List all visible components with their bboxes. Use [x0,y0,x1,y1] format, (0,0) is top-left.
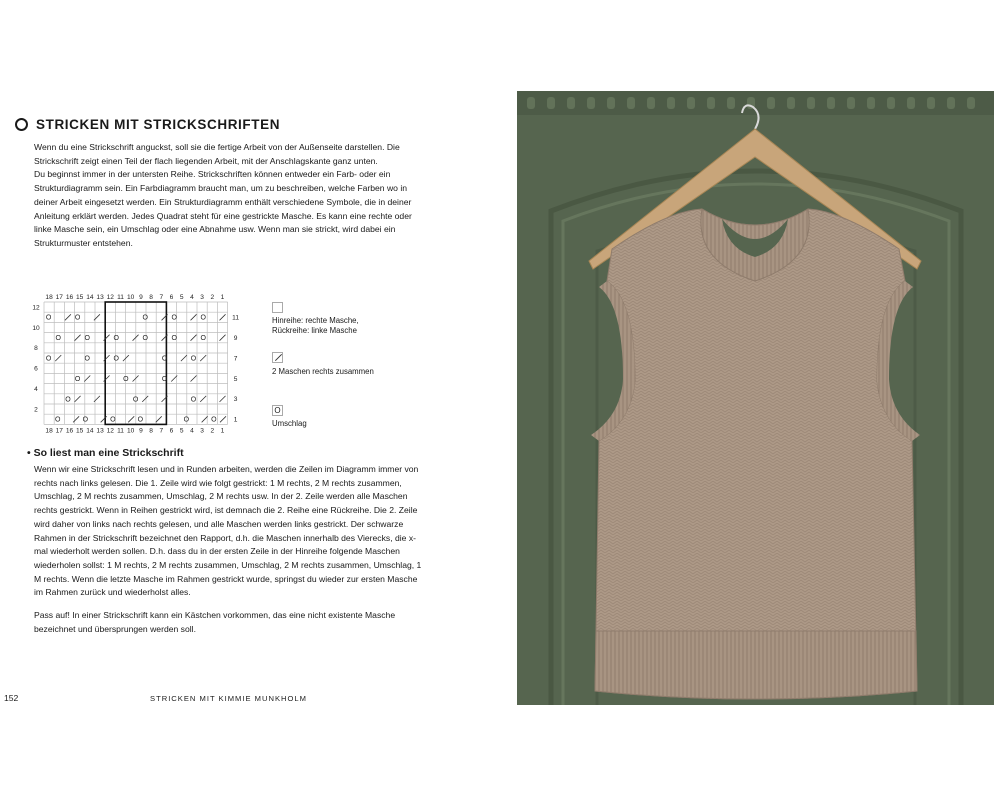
chart-row-label: 6 [34,365,38,373]
page-number: 152 [4,693,19,703]
chart-row-label: 2 [34,406,38,414]
chart-column-label: 4 [190,294,194,301]
k2tog-symbol [202,416,208,422]
chart-row-label: 9 [233,335,238,342]
chart-column-label: 12 [106,427,114,435]
k2tog-symbol [73,416,79,422]
yarn-over-symbol: O [142,335,148,343]
yarn-over-symbol: O [55,335,61,343]
chart-column-label: 12 [106,294,114,301]
chart-column-label: 16 [65,294,74,301]
chart-row-label: 1 [233,416,238,424]
chart-column-label: 14 [86,427,94,435]
slash-icon [272,352,283,363]
chart-column-label: 9 [139,427,143,435]
chart-column-label: 15 [76,294,84,301]
yarn-over-symbol: O [161,355,168,363]
yarn-over-symbol: O [74,375,81,383]
sweater-vest-photo [517,91,994,705]
yarn-over-symbol: O [55,416,61,424]
yarn-over-symbol: O [137,416,144,424]
yarn-over-symbol: O [110,416,116,424]
chart-column-label: 6 [169,427,174,435]
chart-column-label: 3 [200,427,204,435]
yarn-over-symbol: O [65,396,71,404]
chart-row-label: 5 [233,375,238,383]
chart-column-label: 6 [169,294,174,301]
legend-label: Rückreihe: linke Masche [272,326,357,335]
yarn-over-symbol: O [82,416,89,424]
chart-row-label: 12 [32,304,40,312]
page-heading: STRICKEN MIT STRICKSCHRIFTEN [36,117,281,132]
body-paragraph: Pass auf! In einer Strickschrift kann ein Kästchen vorkommen, das eine nicht existente Masche bezeichnet und übersprungen werden soll. [34,610,396,634]
sweater-vest-illustration [517,91,994,705]
k2tog-symbol [220,396,226,402]
intro-text [34,141,424,251]
vest-hem-ribbing [595,631,917,699]
chart-row-label: 8 [34,345,38,353]
chart-column-label: 5 [179,427,184,435]
yarn-over-symbol: O [211,416,217,424]
yarn-over-symbol: O [200,314,206,322]
chart-column-label: 11 [117,427,124,435]
legend-label: Hinreihe: rechte Masche, [272,316,359,325]
heading-row [15,117,280,132]
k2tog-symbol [142,396,148,402]
yarn-over-symbol: O [45,355,52,363]
k2tog-symbol [200,396,206,402]
chart-row-label: 10 [32,324,40,332]
circle-bullet-icon [15,118,28,131]
body-paragraph: Wenn wir eine Strickschrift lesen und in Runden arbeiten, werden die Zeilen im Diagramm immer von rechts nach links gelesen. Die 1. Zeile wird wie folgt gestrickt: 1 M rechts, 2 M rechts zusammen, Umschlag, 2 M rechts zusammen, Umschlag, 2 M rechts usw. In der 2. Zeile werden alle Maschen rechts gestrickt. Wenn in Reihen gestrickt wird, ist demnach die 2. Reihe eine Rückreihe. Die 2. Zeile wird daher von links nach rechts gelesen, und alle Maschen werden links gestrickt. Der schwarze Rahmen in der Strickschrift bezeichnet den Rapport, d.h. die Maschen innerhalb des Vierecks, die x-mal wiederholt werden sollen. D.h. dass du in der ersten Zeile in der Hinreihe folgende Maschen wiederholen sollst: 1 M rechts, 2 M rechts zusammen, Umschlag, 2 M rechts zusammen, Umschlag, 1 M rechts. Wenn die letzte Masche im Rahmen gestrickt wurde, springst du wieder zur ersten Masche im Rahmen zurück und wiederholst alles. [34,464,422,598]
chart-column-label: 7 [159,294,164,301]
chart-column-label: 17 [55,294,63,301]
yarn-over-icon: O [272,405,283,416]
k2tog-symbol [55,355,61,361]
chart-column-label: 2 [210,294,215,301]
k2tog-symbol [75,335,81,341]
chart-column-label: 4 [190,427,194,435]
k2tog-symbol [65,314,71,320]
yarn-over-symbol: O [190,396,197,404]
yarn-over-symbol: O [113,335,119,343]
yarn-over-symbol: O [74,314,81,322]
k2tog-symbol [220,416,226,422]
yarn-over-symbol: O [190,355,197,363]
chart-column-label: 1 [220,294,225,301]
chart-column-label: 9 [139,294,143,301]
yarn-over-symbol: O [84,355,90,363]
yarn-over-symbol: O [171,335,177,343]
chart-column-label: 5 [179,294,184,301]
body-text [34,463,424,636]
chart-column-label: 8 [149,427,153,435]
chart-column-label: 10 [127,427,135,435]
legend-yarn-over [272,405,307,429]
yarn-over-symbol: O [113,355,119,363]
yarn-over-symbol: O [171,314,177,322]
k2tog-symbol [75,396,81,402]
chart-column-label: 18 [45,427,53,435]
k2tog-symbol [191,314,197,320]
section-subheading: • So liest man eine Strickschrift [27,447,184,459]
yarn-over-symbol: O [161,375,168,383]
k2tog-symbol [220,335,226,341]
yarn-over-symbol: O [183,416,190,424]
legend-knit [272,302,359,336]
chart-column-label: 11 [117,294,124,301]
legend-label: 2 Maschen rechts zusammen [272,367,374,376]
chart-column-label: 18 [45,294,53,301]
k2tog-symbol [191,376,197,382]
chart-column-label: 16 [65,427,74,435]
legend-label: Umschlag [272,419,307,428]
chart-column-label: 7 [159,427,164,435]
knitting-chart [26,290,256,440]
yarn-over-symbol: O [200,335,206,343]
yarn-over-symbol: O [142,314,148,322]
chart-column-label: 15 [76,427,84,435]
chart-row-label: 11 [232,314,240,322]
k2tog-symbol [220,314,226,320]
running-footer: STRICKEN MIT KIMMIE MUNKHOLM [150,694,307,703]
legend-k2tog [272,352,374,377]
empty-square-icon [272,302,283,313]
k2tog-symbol [191,335,197,341]
chart-column-label: 3 [200,294,204,301]
chart-column-label: 10 [127,294,135,301]
chart-column-label: 14 [86,294,94,301]
chart-column-label: 13 [96,294,104,301]
knitting-chart-svg [26,290,256,440]
chart-row-label: 3 [233,396,238,404]
chart-column-label: 2 [210,427,215,435]
k2tog-symbol [156,416,162,422]
intro-paragraph: Wenn du eine Strickschrift anguckst, soll sie die fertige Arbeit von der Außenseite darstellen. Die Strickschrift zeigt einen Teil der flach liegenden Arbeit, mit der Anschlagskante ganz unten. [34,142,400,166]
yarn-over-symbol: O [123,375,129,383]
sweater-vest-body [595,209,917,699]
yarn-over-symbol: O [45,314,52,322]
intro-paragraph: Du beginnst immer in der untersten Reihe. Strickschriften können entweder ein Farb- oder ein Strukturdiagramm sein. Ein Farbdiagramm braucht man, um zu beschreiben, welche Farben wo in deiner Arbeit eingesetzt werden. Ein Strukturdiagramm enthält verschiedene Symbole, die in deiner Anleitung erklärt werden. Jedes Quadrat steht für eine gestrickte Masche. Es kann eine rechte oder linke Masche sein, ein Umschlag oder eine Abnahme usw. Wenn man sie strickt, wird dabei ein Strukturmuster entstehen. [34,169,412,248]
chart-column-label: 1 [220,427,225,435]
chart-row-label: 7 [233,355,238,363]
chart-column-label: 8 [149,294,153,301]
chart-column-label: 17 [55,427,63,435]
yarn-over-symbol: O [132,396,139,404]
k2tog-symbol [128,416,134,422]
k2tog-symbol [200,355,206,361]
k2tog-symbol [181,355,187,361]
chart-row-label: 4 [34,386,38,393]
yarn-over-symbol: O [84,335,90,343]
chart-column-label: 13 [96,427,104,435]
